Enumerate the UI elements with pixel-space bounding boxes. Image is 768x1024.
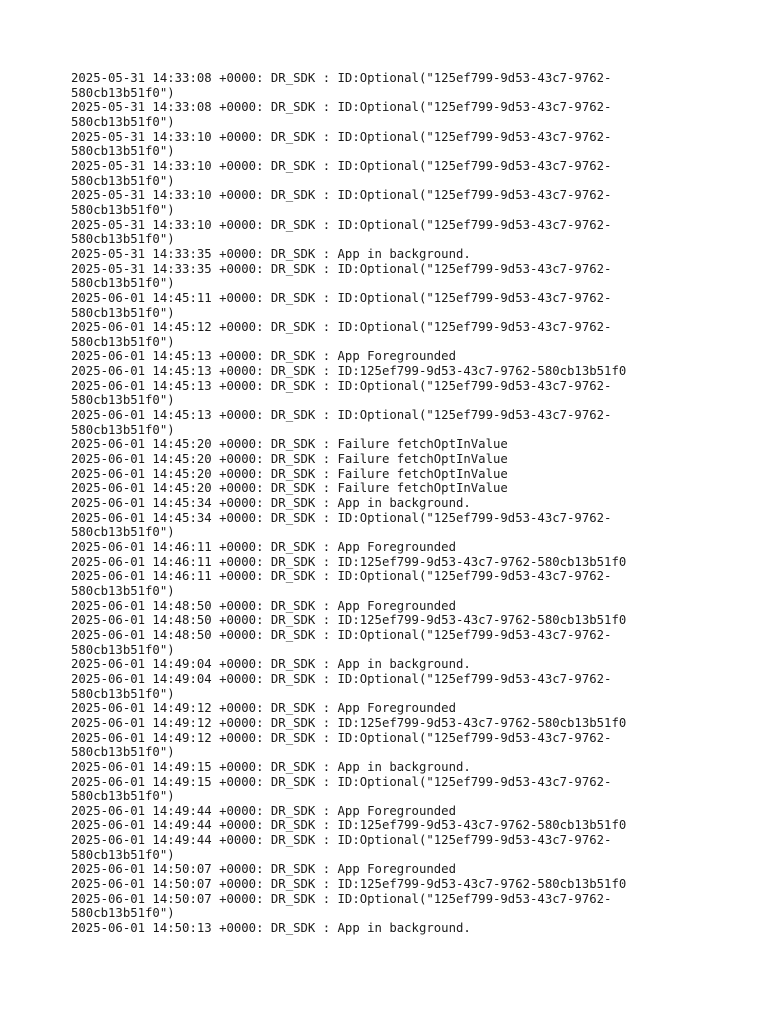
log-line: 580cb13b51f0") bbox=[71, 334, 175, 349]
log-line: 2025-06-01 14:46:11 +0000: DR_SDK : ID:125ef799-9d53-43c7-9762-580cb13b51f0 bbox=[71, 554, 627, 569]
log-line: 2025-06-01 14:50:13 +0000: DR_SDK : App in background. bbox=[71, 921, 471, 936]
log-line: 2025-06-01 14:45:13 +0000: DR_SDK : ID:125ef799-9d53-43c7-9762-580cb13b51f0 bbox=[71, 364, 627, 379]
log-line: 2025-06-01 14:49:12 +0000: DR_SDK : ID:Optional("125ef799-9d53-43c7-9762- bbox=[71, 730, 612, 745]
log-line: 2025-06-01 14:49:44 +0000: DR_SDK : ID:125ef799-9d53-43c7-9762-580cb13b51f0 bbox=[71, 818, 627, 833]
log-line: 580cb13b51f0") bbox=[71, 906, 175, 921]
log-line: 580cb13b51f0") bbox=[71, 114, 175, 129]
log-line: 2025-06-01 14:49:44 +0000: DR_SDK : ID:Optional("125ef799-9d53-43c7-9762- bbox=[71, 833, 612, 848]
log-line: 2025-06-01 14:49:15 +0000: DR_SDK : App in background. bbox=[71, 759, 471, 774]
log-line: 580cb13b51f0") bbox=[71, 85, 175, 100]
log-line: 2025-06-01 14:49:12 +0000: DR_SDK : App Foregrounded bbox=[71, 701, 456, 716]
log-line: 580cb13b51f0") bbox=[71, 642, 175, 657]
log-line: 2025-06-01 14:49:04 +0000: DR_SDK : ID:Optional("125ef799-9d53-43c7-9762- bbox=[71, 671, 612, 686]
log-line: 2025-06-01 14:45:20 +0000: DR_SDK : Failure fetchOptInValue bbox=[71, 481, 508, 496]
log-line: 2025-06-01 14:45:20 +0000: DR_SDK : Failure fetchOptInValue bbox=[71, 452, 508, 467]
log-line: 2025-05-31 14:33:35 +0000: DR_SDK : App in background. bbox=[71, 246, 471, 261]
log-line: 580cb13b51f0") bbox=[71, 393, 175, 408]
log-line: 580cb13b51f0") bbox=[71, 686, 175, 701]
log-line: 2025-05-31 14:33:10 +0000: DR_SDK : ID:Optional("125ef799-9d53-43c7-9762- bbox=[71, 188, 612, 203]
log-line: 2025-06-01 14:48:50 +0000: DR_SDK : ID:Optional("125ef799-9d53-43c7-9762- bbox=[71, 627, 612, 642]
log-line: 580cb13b51f0") bbox=[71, 305, 175, 320]
log-line: 580cb13b51f0") bbox=[71, 422, 175, 437]
log-line: 2025-06-01 14:49:04 +0000: DR_SDK : App in background. bbox=[71, 657, 471, 672]
log-line: 2025-06-01 14:48:50 +0000: DR_SDK : ID:125ef799-9d53-43c7-9762-580cb13b51f0 bbox=[71, 613, 627, 628]
log-line: 580cb13b51f0") bbox=[71, 144, 175, 159]
log-line: 2025-05-31 14:33:35 +0000: DR_SDK : ID:Optional("125ef799-9d53-43c7-9762- bbox=[71, 261, 612, 276]
log-line: 2025-06-01 14:50:07 +0000: DR_SDK : ID:Optional("125ef799-9d53-43c7-9762- bbox=[71, 891, 612, 906]
log-line: 2025-06-01 14:49:12 +0000: DR_SDK : ID:125ef799-9d53-43c7-9762-580cb13b51f0 bbox=[71, 715, 627, 730]
log-line: 580cb13b51f0") bbox=[71, 202, 175, 217]
log-line: 2025-06-01 14:45:20 +0000: DR_SDK : Failure fetchOptInValue bbox=[71, 466, 508, 481]
log-line: 2025-05-31 14:33:10 +0000: DR_SDK : ID:Optional("125ef799-9d53-43c7-9762- bbox=[71, 217, 612, 232]
log-line: 580cb13b51f0") bbox=[71, 847, 175, 862]
log-line: 580cb13b51f0") bbox=[71, 276, 175, 291]
log-line: 2025-05-31 14:33:10 +0000: DR_SDK : ID:Optional("125ef799-9d53-43c7-9762- bbox=[71, 129, 612, 144]
log-line: 2025-06-01 14:45:13 +0000: DR_SDK : ID:Optional("125ef799-9d53-43c7-9762- bbox=[71, 378, 612, 393]
log-line: 2025-06-01 14:45:34 +0000: DR_SDK : App in background. bbox=[71, 496, 471, 511]
log-line: 2025-06-01 14:45:13 +0000: DR_SDK : App Foregrounded bbox=[71, 349, 456, 364]
log-line: 2025-06-01 14:46:11 +0000: DR_SDK : App Foregrounded bbox=[71, 540, 456, 554]
log-line: 2025-06-01 14:45:20 +0000: DR_SDK : Failure fetchOptInValue bbox=[71, 437, 508, 452]
log-line: 2025-06-01 14:48:50 +0000: DR_SDK : App Foregrounded bbox=[71, 598, 456, 613]
log-line: 2025-06-01 14:46:11 +0000: DR_SDK : ID:Optional("125ef799-9d53-43c7-9762- bbox=[71, 569, 612, 584]
log-line: 2025-06-01 14:50:07 +0000: DR_SDK : App Foregrounded bbox=[71, 862, 456, 877]
log-line: 2025-05-31 14:33:08 +0000: DR_SDK : ID:Optional("125ef799-9d53-43c7-9762- bbox=[71, 71, 612, 85]
log-line: 580cb13b51f0") bbox=[71, 583, 175, 598]
log-line: 2025-06-01 14:45:12 +0000: DR_SDK : ID:Optional("125ef799-9d53-43c7-9762- bbox=[71, 320, 612, 335]
log-line: 2025-05-31 14:33:10 +0000: DR_SDK : ID:Optional("125ef799-9d53-43c7-9762- bbox=[71, 158, 612, 173]
log-line: 2025-06-01 14:45:11 +0000: DR_SDK : ID:Optional("125ef799-9d53-43c7-9762- bbox=[71, 290, 612, 305]
log-line: 2025-06-01 14:45:34 +0000: DR_SDK : ID:Optional("125ef799-9d53-43c7-9762- bbox=[71, 510, 612, 525]
log-line: 2025-06-01 14:49:44 +0000: DR_SDK : App Foregrounded bbox=[71, 803, 456, 818]
log-line: 580cb13b51f0") bbox=[71, 173, 175, 188]
log-line: 2025-06-01 14:45:13 +0000: DR_SDK : ID:Optional("125ef799-9d53-43c7-9762- bbox=[71, 408, 612, 423]
log-line: 580cb13b51f0") bbox=[71, 525, 175, 540]
log-line: 2025-06-01 14:50:07 +0000: DR_SDK : ID:125ef799-9d53-43c7-9762-580cb13b51f0 bbox=[71, 877, 627, 892]
log-line: 2025-05-31 14:33:08 +0000: DR_SDK : ID:Optional("125ef799-9d53-43c7-9762- bbox=[71, 100, 612, 115]
log-line: 580cb13b51f0") bbox=[71, 745, 175, 760]
log-output bbox=[71, 71, 651, 936]
log-line: 2025-06-01 14:49:15 +0000: DR_SDK : ID:Optional("125ef799-9d53-43c7-9762- bbox=[71, 774, 612, 789]
log-line: 580cb13b51f0") bbox=[71, 232, 175, 247]
log-line: 580cb13b51f0") bbox=[71, 789, 175, 804]
